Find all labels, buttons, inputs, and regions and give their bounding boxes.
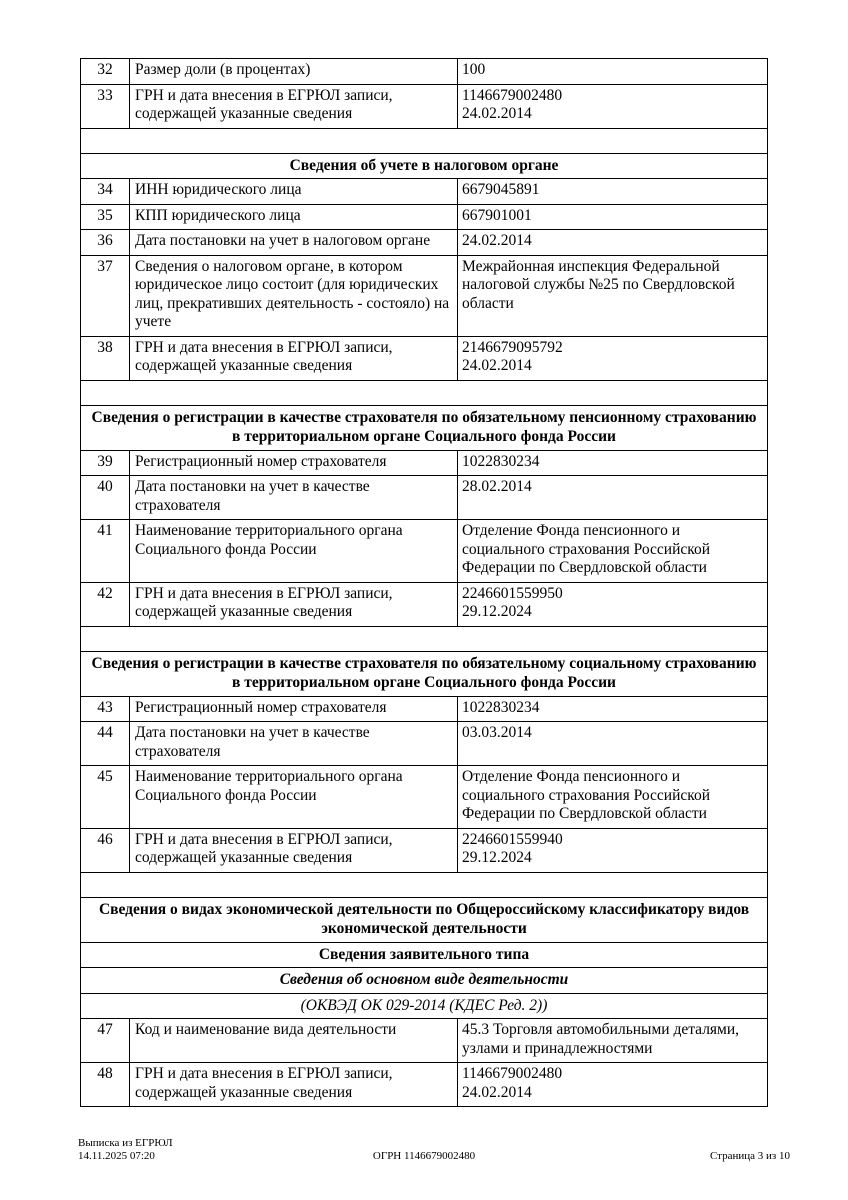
row-number-cell: 40 <box>81 476 130 519</box>
value-line: 24.02.2014 <box>462 357 532 374</box>
row-number-cell: 45 <box>81 766 130 828</box>
spacer-row <box>81 381 767 406</box>
table-row <box>81 205 767 231</box>
value-line: 100 <box>462 61 486 78</box>
section-header: Сведения о регистрации в качестве страхователя по обязательному пенсионному страхованию в территориальном органе Социального фонда России <box>81 406 767 451</box>
section-header: Сведения о видах экономической деятельности по Общероссийскому классификатору видов экономической деятельности <box>81 898 767 943</box>
value-line: 29.12.2024 <box>462 849 532 866</box>
footer-generated-at: 14.11.2025 07:20 <box>78 1150 155 1162</box>
value-line: 28.02.2014 <box>462 478 532 495</box>
footer-doc-type: Выписка из ЕГРЮЛ <box>78 1137 173 1149</box>
row-number-cell: 32 <box>81 59 130 84</box>
row-label-cell: Дата постановки на учет в качестве страхователя <box>130 476 458 519</box>
value-line: 24.02.2014 <box>462 105 532 122</box>
row-label-cell: ИНН юридического лица <box>130 179 458 204</box>
value-line: 24.02.2014 <box>462 232 532 249</box>
section-header: Сведения об учете в налоговом органе <box>81 154 767 180</box>
row-value-cell <box>458 829 767 872</box>
spacer-row <box>81 627 767 652</box>
table-row <box>81 85 767 129</box>
table-row <box>81 766 767 829</box>
row-value-cell <box>458 722 767 765</box>
value-line: 03.03.2014 <box>462 724 532 741</box>
row-label-cell: ГРН и дата внесения в ЕГРЮЛ записи, содержащей указанные сведения <box>130 85 458 128</box>
row-value-cell <box>458 583 767 626</box>
row-number-cell: 48 <box>81 1063 130 1106</box>
table-row <box>81 1019 767 1063</box>
value-line: 2246601559950 <box>462 584 563 602</box>
footer-page-indicator: Страница 3 из 10 <box>709 1150 790 1162</box>
table-row <box>81 256 767 337</box>
row-number-cell: 33 <box>81 85 130 128</box>
value-line: 1022830234 <box>462 698 540 716</box>
value-line: 24.02.2014 <box>462 1083 532 1101</box>
row-label-cell: Наименование территориального органа Социального фонда России <box>130 766 458 828</box>
row-number-cell: 38 <box>81 337 130 380</box>
table-row <box>81 179 767 205</box>
row-value-cell <box>458 451 767 476</box>
row-label-cell: ГРН и дата внесения в ЕГРЮЛ записи, содержащей указанные сведения <box>130 583 458 626</box>
row-label-cell: КПП юридического лица <box>130 205 458 230</box>
section-header: (ОКВЭД ОК 029-2014 (КДЕС Ред. 2)) <box>81 994 767 1020</box>
value-line: 667901001 <box>462 206 532 224</box>
value-line: 1146679002480 <box>462 1065 563 1082</box>
value-line: 2246601559940 <box>462 830 563 848</box>
value-line: 6679045891 <box>462 181 540 198</box>
row-label-cell: Наименование территориального органа Социального фонда России <box>130 520 458 582</box>
row-number-cell: 47 <box>81 1019 130 1062</box>
row-number-cell: 42 <box>81 583 130 626</box>
value-line: 2146679095792 <box>462 338 563 356</box>
value-line: 1022830234 <box>462 452 540 470</box>
row-number-cell: 37 <box>81 256 130 336</box>
value-line: 1146679002480 <box>462 86 563 104</box>
row-value-cell <box>458 256 767 336</box>
row-label-cell: Дата постановки на учет в качестве страхователя <box>130 722 458 765</box>
row-value-cell <box>458 85 767 128</box>
row-number-cell: 41 <box>81 520 130 582</box>
row-number-cell: 43 <box>81 697 130 722</box>
row-label-cell: Дата постановки на учет в налоговом органе <box>130 230 458 255</box>
row-number-cell: 34 <box>81 179 130 204</box>
row-label-cell: Сведения о налоговом органе, в котором юридическое лицо состоит (для юридических лиц, прекративших деятельность - состояло) на учете <box>130 256 458 336</box>
value-line: Отделение Фонда пенсионного и социального страхования Российской Федерации по Свердловской области <box>462 522 711 576</box>
value-line: Отделение Фонда пенсионного и социального страхования Российской Федерации по Свердловской области <box>462 768 711 822</box>
spacer-row <box>81 873 767 898</box>
row-label-cell: Регистрационный номер страхователя <box>130 451 458 476</box>
row-value-cell <box>458 520 767 582</box>
value-line: 29.12.2024 <box>462 603 532 620</box>
row-label-cell: ГРН и дата внесения в ЕГРЮЛ записи, содержащей указанные сведения <box>130 337 458 380</box>
table-row <box>81 59 767 85</box>
row-value-cell <box>458 59 767 84</box>
row-number-cell: 36 <box>81 230 130 255</box>
row-value-cell <box>458 766 767 828</box>
table-row <box>81 722 767 766</box>
row-number-cell: 46 <box>81 829 130 872</box>
row-value-cell <box>458 1019 767 1062</box>
row-number-cell: 35 <box>81 205 130 230</box>
row-value-cell <box>458 697 767 722</box>
footer-ogrn: ОГРН 1146679002480 <box>372 1150 476 1162</box>
row-value-cell <box>458 205 767 230</box>
row-value-cell <box>458 337 767 380</box>
table-row <box>81 230 767 256</box>
table-row <box>81 697 767 723</box>
value-line: Межрайонная инспекция Федеральной налоговой службы №25 по Свердловской области <box>462 257 735 312</box>
row-label-cell: Размер доли (в процентах) <box>130 59 458 84</box>
row-label-cell: Регистрационный номер страхователя <box>130 697 458 722</box>
table-row <box>81 1063 767 1106</box>
table-row <box>81 520 767 583</box>
row-value-cell <box>458 476 767 519</box>
row-value-cell <box>458 179 767 204</box>
spacer-row <box>81 129 767 154</box>
section-header: Сведения об основном виде деятельности <box>81 968 767 994</box>
table-row <box>81 451 767 477</box>
row-number-cell: 39 <box>81 451 130 476</box>
row-value-cell <box>458 1063 767 1106</box>
table-row <box>81 476 767 520</box>
egrul-table <box>80 58 768 1107</box>
table-row <box>81 583 767 627</box>
table-row <box>81 829 767 873</box>
row-value-cell <box>458 230 767 255</box>
row-label-cell: ГРН и дата внесения в ЕГРЮЛ записи, содержащей указанные сведения <box>130 1063 458 1106</box>
row-number-cell: 44 <box>81 722 130 765</box>
value-line: 45.3 Торговля автомобильными деталями, узлами и принадлежностями <box>462 1021 740 1057</box>
row-label-cell: ГРН и дата внесения в ЕГРЮЛ записи, содержащей указанные сведения <box>130 829 458 872</box>
row-label-cell: Код и наименование вида деятельности <box>130 1019 458 1062</box>
table-row <box>81 337 767 381</box>
section-header: Сведения заявительного типа <box>81 943 767 969</box>
section-header: Сведения о регистрации в качестве страхователя по обязательному социальному страхованию в территориальном органе Социального фонда России <box>81 652 767 697</box>
